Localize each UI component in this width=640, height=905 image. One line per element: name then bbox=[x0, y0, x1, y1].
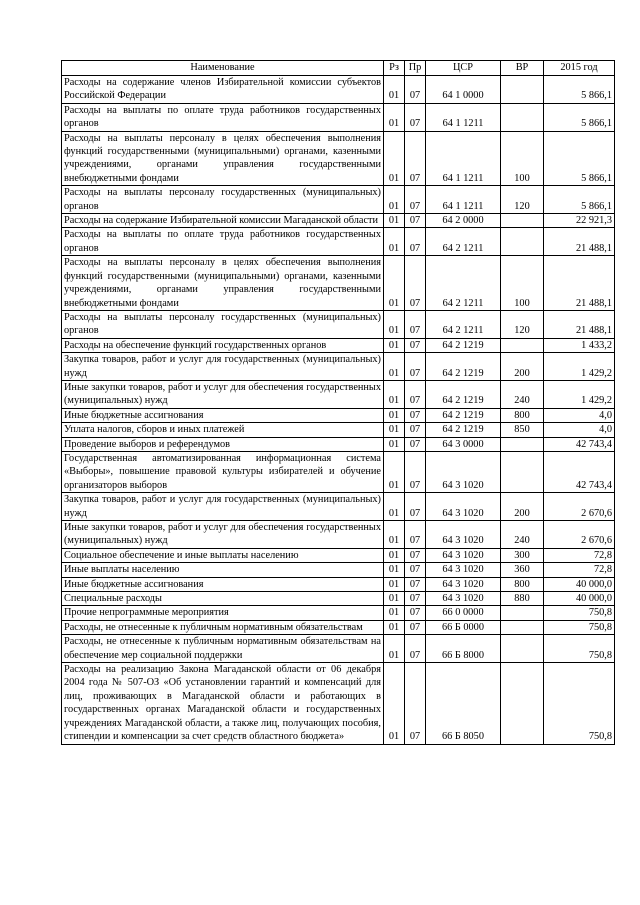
cell-csr: 66 Б 8050 bbox=[426, 663, 501, 744]
cell-vr: 800 bbox=[501, 577, 544, 591]
table-row bbox=[62, 592, 615, 606]
cell-csr: 64 3 0000 bbox=[426, 437, 501, 451]
table-body bbox=[62, 76, 615, 745]
cell-pr: 07 bbox=[405, 563, 426, 577]
cell-vr: 240 bbox=[501, 380, 544, 408]
cell-rz: 01 bbox=[384, 131, 405, 186]
cell-amount: 42 743,4 bbox=[544, 437, 615, 451]
cell-vr bbox=[501, 620, 544, 634]
table-row bbox=[62, 310, 615, 338]
cell-vr bbox=[501, 103, 544, 131]
table-row bbox=[62, 548, 615, 562]
cell-rz: 01 bbox=[384, 563, 405, 577]
cell-pr: 07 bbox=[405, 310, 426, 338]
cell-vr: 120 bbox=[501, 186, 544, 214]
cell-amount: 750,8 bbox=[544, 606, 615, 620]
cell-pr: 07 bbox=[405, 451, 426, 492]
cell-amount: 5 866,1 bbox=[544, 131, 615, 186]
table-row bbox=[62, 563, 615, 577]
cell-name: Расходы на выплаты по оплате труда работников государственных органов bbox=[62, 228, 384, 256]
cell-name: Уплата налогов, сборов и иных платежей bbox=[62, 423, 384, 437]
cell-name: Расходы на реализацию Закона Магаданской области от 06 декабря 2004 года № 507-ОЗ «Об установлении гарантий и компенсаций для лиц, проживающих в Магаданской области и работающих в государственных органах Магаданской области и государственных учреждениях Магаданской области, а также лиц, получающих пособия, стипендии и компенсации за счет средств областного бюджета» bbox=[62, 663, 384, 744]
cell-vr: 120 bbox=[501, 310, 544, 338]
cell-rz: 01 bbox=[384, 353, 405, 381]
cell-amount: 21 488,1 bbox=[544, 256, 615, 311]
cell-vr bbox=[501, 76, 544, 104]
cell-amount: 21 488,1 bbox=[544, 228, 615, 256]
cell-vr bbox=[501, 663, 544, 744]
table-row bbox=[62, 437, 615, 451]
cell-pr: 07 bbox=[405, 423, 426, 437]
cell-rz: 01 bbox=[384, 338, 405, 352]
cell-vr: 200 bbox=[501, 353, 544, 381]
cell-pr: 07 bbox=[405, 380, 426, 408]
cell-csr: 64 2 1219 bbox=[426, 408, 501, 422]
table-row bbox=[62, 451, 615, 492]
cell-name: Расходы, не отнесенные к публичным нормативным обязательствам bbox=[62, 620, 384, 634]
table-row bbox=[62, 606, 615, 620]
budget-table bbox=[61, 60, 615, 745]
table-row bbox=[62, 577, 615, 591]
cell-pr: 07 bbox=[405, 186, 426, 214]
cell-rz: 01 bbox=[384, 521, 405, 549]
cell-vr: 360 bbox=[501, 563, 544, 577]
table-row bbox=[62, 620, 615, 634]
cell-amount: 5 866,1 bbox=[544, 103, 615, 131]
cell-amount: 750,8 bbox=[544, 635, 615, 663]
cell-amount: 42 743,4 bbox=[544, 451, 615, 492]
cell-name: Расходы на обеспечение функций государственных органов bbox=[62, 338, 384, 352]
cell-name: Проведение выборов и референдумов bbox=[62, 437, 384, 451]
cell-pr: 07 bbox=[405, 256, 426, 311]
cell-pr: 07 bbox=[405, 521, 426, 549]
cell-csr: 64 3 1020 bbox=[426, 577, 501, 591]
cell-rz: 01 bbox=[384, 437, 405, 451]
cell-amount: 750,8 bbox=[544, 663, 615, 744]
cell-rz: 01 bbox=[384, 186, 405, 214]
cell-name: Расходы на содержание членов Избирательной комиссии субъектов Российской Федерации bbox=[62, 76, 384, 104]
table-row bbox=[62, 380, 615, 408]
cell-pr: 07 bbox=[405, 620, 426, 634]
cell-csr: 64 3 1020 bbox=[426, 493, 501, 521]
cell-pr: 07 bbox=[405, 408, 426, 422]
cell-amount: 5 866,1 bbox=[544, 186, 615, 214]
header-row bbox=[62, 61, 615, 76]
cell-name: Иные выплаты населению bbox=[62, 563, 384, 577]
cell-csr: 64 3 1020 bbox=[426, 548, 501, 562]
cell-pr: 07 bbox=[405, 548, 426, 562]
cell-vr bbox=[501, 437, 544, 451]
cell-csr: 64 2 1219 bbox=[426, 380, 501, 408]
cell-pr: 07 bbox=[405, 131, 426, 186]
cell-rz: 01 bbox=[384, 256, 405, 311]
cell-rz: 01 bbox=[384, 408, 405, 422]
cell-name: Государственная автоматизированная информационная система «Выборы», повышение правовой культуры избирателей и обучение организаторов выборов bbox=[62, 451, 384, 492]
cell-name: Расходы на выплаты персоналу в целях обеспечения выполнения функций государственными (муниципальными) органами, казенными учреждениями, органами управления государственными внебюджетными фондами bbox=[62, 131, 384, 186]
cell-pr: 07 bbox=[405, 635, 426, 663]
cell-csr: 64 1 1211 bbox=[426, 103, 501, 131]
cell-rz: 01 bbox=[384, 620, 405, 634]
cell-name: Расходы на выплаты персоналу в целях обеспечения выполнения функций государственными (муниципальными) органами, казенными учреждениями, органами управления государственными внебюджетными фондами bbox=[62, 256, 384, 311]
cell-csr: 64 3 1020 bbox=[426, 592, 501, 606]
cell-pr: 07 bbox=[405, 214, 426, 228]
table-row bbox=[62, 408, 615, 422]
cell-csr: 64 2 1211 bbox=[426, 310, 501, 338]
cell-vr bbox=[501, 338, 544, 352]
cell-csr: 64 1 1211 bbox=[426, 186, 501, 214]
cell-vr bbox=[501, 214, 544, 228]
cell-pr: 07 bbox=[405, 606, 426, 620]
cell-csr: 64 3 1020 bbox=[426, 521, 501, 549]
cell-pr: 07 bbox=[405, 592, 426, 606]
cell-amount: 1 433,2 bbox=[544, 338, 615, 352]
cell-name: Расходы на выплаты персоналу государственных (муниципальных) органов bbox=[62, 186, 384, 214]
document-page bbox=[61, 60, 614, 745]
cell-vr bbox=[501, 606, 544, 620]
table-row bbox=[62, 131, 615, 186]
cell-csr: 64 2 1219 bbox=[426, 338, 501, 352]
cell-pr: 07 bbox=[405, 76, 426, 104]
cell-amount: 2 670,6 bbox=[544, 493, 615, 521]
cell-pr: 07 bbox=[405, 228, 426, 256]
cell-name: Специальные расходы bbox=[62, 592, 384, 606]
cell-vr: 240 bbox=[501, 521, 544, 549]
header-pr: Пр bbox=[405, 61, 426, 76]
cell-csr: 64 1 1211 bbox=[426, 131, 501, 186]
table-row bbox=[62, 186, 615, 214]
cell-name: Закупка товаров, работ и услуг для государственных (муниципальных) нужд bbox=[62, 493, 384, 521]
table-row bbox=[62, 663, 615, 744]
cell-rz: 01 bbox=[384, 103, 405, 131]
cell-vr: 200 bbox=[501, 493, 544, 521]
cell-csr: 64 2 1219 bbox=[426, 353, 501, 381]
cell-csr: 66 0 0000 bbox=[426, 606, 501, 620]
cell-amount: 40 000,0 bbox=[544, 577, 615, 591]
cell-name: Закупка товаров, работ и услуг для государственных (муниципальных) нужд bbox=[62, 353, 384, 381]
cell-amount: 1 429,2 bbox=[544, 380, 615, 408]
table-row bbox=[62, 103, 615, 131]
table-row bbox=[62, 423, 615, 437]
cell-name: Социальное обеспечение и иные выплаты населению bbox=[62, 548, 384, 562]
cell-amount: 5 866,1 bbox=[544, 76, 615, 104]
header-csr: ЦСР bbox=[426, 61, 501, 76]
cell-pr: 07 bbox=[405, 577, 426, 591]
cell-vr bbox=[501, 635, 544, 663]
cell-name: Расходы на выплаты по оплате труда работников государственных органов bbox=[62, 103, 384, 131]
cell-rz: 01 bbox=[384, 663, 405, 744]
cell-amount: 21 488,1 bbox=[544, 310, 615, 338]
cell-vr bbox=[501, 228, 544, 256]
cell-pr: 07 bbox=[405, 353, 426, 381]
cell-csr: 64 1 0000 bbox=[426, 76, 501, 104]
cell-rz: 01 bbox=[384, 76, 405, 104]
cell-pr: 07 bbox=[405, 437, 426, 451]
cell-vr: 850 bbox=[501, 423, 544, 437]
table-row bbox=[62, 493, 615, 521]
cell-vr: 300 bbox=[501, 548, 544, 562]
cell-pr: 07 bbox=[405, 493, 426, 521]
cell-pr: 07 bbox=[405, 338, 426, 352]
table-row bbox=[62, 228, 615, 256]
cell-vr: 880 bbox=[501, 592, 544, 606]
cell-name: Иные закупки товаров, работ и услуг для обеспечения государственных (муниципальных) нужд bbox=[62, 380, 384, 408]
cell-pr: 07 bbox=[405, 663, 426, 744]
cell-csr: 64 3 1020 bbox=[426, 451, 501, 492]
cell-csr: 66 Б 8000 bbox=[426, 635, 501, 663]
table-row bbox=[62, 76, 615, 104]
header-vr: ВР bbox=[501, 61, 544, 76]
cell-amount: 2 670,6 bbox=[544, 521, 615, 549]
cell-rz: 01 bbox=[384, 228, 405, 256]
cell-rz: 01 bbox=[384, 423, 405, 437]
cell-name: Прочие непрограммные мероприятия bbox=[62, 606, 384, 620]
header-rz: Рз bbox=[384, 61, 405, 76]
cell-name: Иные бюджетные ассигнования bbox=[62, 577, 384, 591]
cell-rz: 01 bbox=[384, 310, 405, 338]
table-row bbox=[62, 256, 615, 311]
cell-vr: 100 bbox=[501, 256, 544, 311]
cell-rz: 01 bbox=[384, 548, 405, 562]
cell-name: Расходы на содержание Избирательной комиссии Магаданской области bbox=[62, 214, 384, 228]
table-row bbox=[62, 635, 615, 663]
cell-amount: 72,8 bbox=[544, 563, 615, 577]
cell-amount: 4,0 bbox=[544, 408, 615, 422]
cell-rz: 01 bbox=[384, 577, 405, 591]
table-header bbox=[62, 61, 615, 76]
cell-amount: 1 429,2 bbox=[544, 353, 615, 381]
cell-amount: 40 000,0 bbox=[544, 592, 615, 606]
table-row bbox=[62, 521, 615, 549]
cell-csr: 64 2 1211 bbox=[426, 256, 501, 311]
cell-rz: 01 bbox=[384, 493, 405, 521]
cell-name: Иные бюджетные ассигнования bbox=[62, 408, 384, 422]
cell-rz: 01 bbox=[384, 214, 405, 228]
cell-rz: 01 bbox=[384, 451, 405, 492]
cell-vr: 100 bbox=[501, 131, 544, 186]
cell-vr: 800 bbox=[501, 408, 544, 422]
header-amount: 2015 год bbox=[544, 61, 615, 76]
cell-amount: 750,8 bbox=[544, 620, 615, 634]
cell-pr: 07 bbox=[405, 103, 426, 131]
cell-rz: 01 bbox=[384, 592, 405, 606]
table-row bbox=[62, 214, 615, 228]
cell-vr bbox=[501, 451, 544, 492]
table-row bbox=[62, 353, 615, 381]
cell-amount: 4,0 bbox=[544, 423, 615, 437]
cell-rz: 01 bbox=[384, 606, 405, 620]
cell-rz: 01 bbox=[384, 380, 405, 408]
cell-amount: 22 921,3 bbox=[544, 214, 615, 228]
cell-csr: 64 2 1211 bbox=[426, 228, 501, 256]
cell-csr: 66 Б 0000 bbox=[426, 620, 501, 634]
cell-rz: 01 bbox=[384, 635, 405, 663]
cell-csr: 64 2 1219 bbox=[426, 423, 501, 437]
cell-csr: 64 3 1020 bbox=[426, 563, 501, 577]
cell-name: Расходы на выплаты персоналу государственных (муниципальных) органов bbox=[62, 310, 384, 338]
header-name: Наименование bbox=[62, 61, 384, 76]
cell-csr: 64 2 0000 bbox=[426, 214, 501, 228]
cell-name: Иные закупки товаров, работ и услуг для обеспечения государственных (муниципальных) нужд bbox=[62, 521, 384, 549]
table-row bbox=[62, 338, 615, 352]
cell-amount: 72,8 bbox=[544, 548, 615, 562]
cell-name: Расходы, не отнесенные к публичным нормативным обязательствам на обеспечение мер социальной поддержки bbox=[62, 635, 384, 663]
